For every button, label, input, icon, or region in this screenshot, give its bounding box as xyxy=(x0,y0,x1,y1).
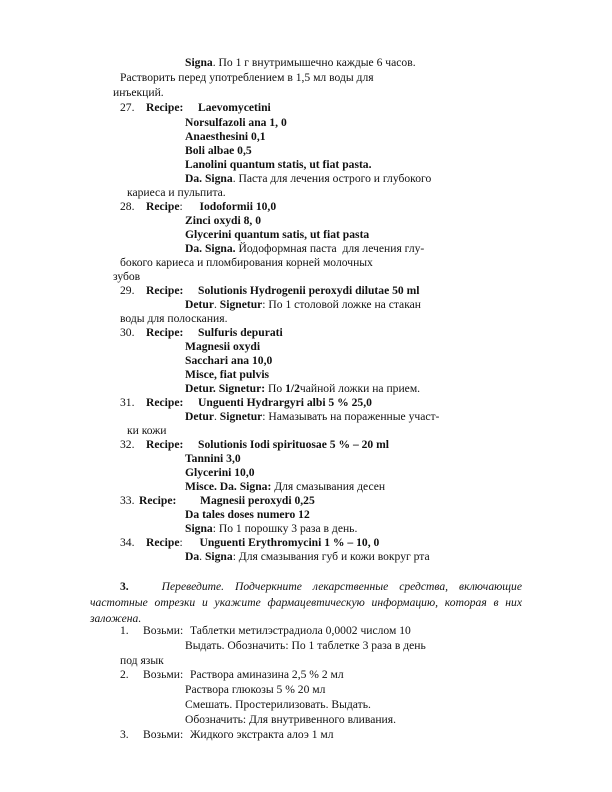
ingredient: Anaesthesini 0,1 xyxy=(185,130,266,143)
task-instruction xyxy=(90,579,522,627)
item-number: 33. xyxy=(120,494,135,507)
item-number: 2. xyxy=(120,668,129,681)
rx-text: Обозначить: Для внутривенного вливания. xyxy=(185,713,396,726)
instruction-text: Йодоформная паста для лечения глу- xyxy=(235,242,425,255)
instruction-text: ки кожи xyxy=(127,424,167,437)
instruction-text: Растворить перед употреблением в 1,5 мл воды для xyxy=(120,71,374,84)
ingredient: Solutionis Iodi spirituosae 5 % – 20 ml xyxy=(198,438,390,451)
signa-line xyxy=(185,523,357,535)
rx-text: Таблетки метилэстрадиола 0,0002 числом 10 xyxy=(190,624,411,637)
text-line xyxy=(185,57,416,69)
latin-term: Signa xyxy=(204,550,233,563)
item-number: 30. xyxy=(120,326,135,339)
item-number: 28. xyxy=(120,200,135,213)
ingredient: Zinci oxydi 8, 0 xyxy=(185,214,262,227)
latin-term: Da. Signa xyxy=(185,172,233,185)
rx-text: Выдать. Обозначить: По 1 таблетке 3 раза в день xyxy=(185,639,426,652)
ingredient: Lanolini quantum statis, ut fiat pasta. xyxy=(185,158,372,171)
ingredient: Iodoformii 10,0 xyxy=(199,200,277,213)
latin-term: Da xyxy=(185,550,200,563)
latin-term: Signa xyxy=(185,522,213,535)
item-number: 1. xyxy=(120,624,129,637)
recipe-header xyxy=(120,327,283,339)
instruction-text: кариеса и пульпита. xyxy=(127,186,226,199)
recipe-keyword: Recipe: xyxy=(146,101,184,114)
instruction-text: . Паста для лечения острого и глубокого xyxy=(232,172,432,185)
ingredient: Unguenti Erythromycini 1 % – 10, 0 xyxy=(199,536,380,549)
recipe-keyword: Recipe: xyxy=(146,438,184,451)
ingredient: Boli albae 0,5 xyxy=(185,144,252,157)
recipe-header xyxy=(120,285,420,297)
rx-header xyxy=(120,729,334,741)
recipe-colon: : xyxy=(179,200,183,213)
ingredient: Laevomycetini xyxy=(198,101,271,114)
instruction-text: воды для полоскания. xyxy=(120,312,228,325)
ingredient-line xyxy=(185,341,260,353)
instruction-text: По xyxy=(265,382,286,395)
rx-line xyxy=(120,655,164,667)
ingredient-line xyxy=(185,369,269,381)
recipe-header xyxy=(120,537,379,549)
instruction-text: : По 1 порошку 3 раза в день. xyxy=(212,522,358,535)
instruction-text: Для смазывания десен xyxy=(271,480,386,493)
latin-term: Detur xyxy=(185,298,214,311)
ingredient-line xyxy=(185,509,310,521)
item-number: 34. xyxy=(120,536,135,549)
signa-line xyxy=(185,299,421,311)
text-line xyxy=(127,425,167,437)
rx-text: под язык xyxy=(120,654,164,667)
task-text: Переведите. Подчеркните лекарственные средства, включающие частотные отрезки и укажите фармацевтическую информацию, которая в них заложена. xyxy=(90,580,522,625)
ingredient-line xyxy=(185,355,272,367)
item-number: 3. xyxy=(120,728,129,741)
ingredient: Tannini 3,0 xyxy=(185,452,241,465)
rx-text: Раствора глюкозы 5 % 20 мл xyxy=(185,683,326,696)
item-number: 29. xyxy=(120,284,135,297)
instruction-text: . По 1 г внутримышечно каждые 6 часов. xyxy=(212,56,416,69)
rx-line xyxy=(185,699,371,711)
recipe-keyword: Recipe xyxy=(146,536,180,549)
signa-line xyxy=(185,481,385,493)
instruction-text: : Намазывать на пораженные участ- xyxy=(262,410,440,423)
text-line xyxy=(127,187,226,199)
item-number: 27. xyxy=(120,101,135,114)
ingredient-line xyxy=(185,229,369,241)
rx-line xyxy=(185,714,396,726)
ingredient: Solutionis Hydrogenii peroxydi dilutae 50 ml xyxy=(198,284,420,297)
ingredient-line xyxy=(185,131,266,143)
latin-term: Misce. Da. Signa: xyxy=(185,480,272,493)
recipe-header xyxy=(120,495,315,507)
instruction-text: . xyxy=(213,298,220,311)
recipe-keyword: Recipe: xyxy=(146,396,184,409)
rx-keyword: Возьми: xyxy=(143,668,184,681)
recipe-colon: : xyxy=(179,536,183,549)
ingredient-line xyxy=(185,159,372,171)
task-number: 3. xyxy=(120,580,129,593)
instruction-text: инъекций. xyxy=(113,86,164,99)
latin-term: Detur xyxy=(185,410,214,423)
instruction-text: . xyxy=(213,410,220,423)
ingredient: Magnesii oxydi xyxy=(185,340,261,353)
latin-term: Da. Signa. xyxy=(185,242,236,255)
ingredient-line xyxy=(185,467,255,479)
text-line xyxy=(113,271,140,283)
recipe-keyword: Recipe: xyxy=(139,494,177,507)
ingredient: Glycerini 10,0 xyxy=(185,466,255,479)
recipe-header xyxy=(120,439,389,451)
latin-term: Signetur xyxy=(219,410,263,423)
instruction-text: чайной ложки на прием. xyxy=(299,382,421,395)
instruction-text: бокого кариеса и пломбирования корней молочных xyxy=(120,256,373,269)
signa-line xyxy=(185,173,431,185)
rx-line xyxy=(185,640,426,652)
ingredient-line xyxy=(185,453,241,465)
ingredient: Norsulfazoli ana 1, 0 xyxy=(185,116,287,129)
recipe-keyword: Recipe xyxy=(146,200,180,213)
item-number: 31. xyxy=(120,396,135,409)
instruction-text: . xyxy=(199,550,205,563)
ingredient: Da tales doses numero 12 xyxy=(185,508,310,521)
signa-line xyxy=(185,243,424,255)
ingredient: Magnesii peroxydi 0,25 xyxy=(200,494,315,507)
ingredient: Misce, fiat pulvis xyxy=(185,368,270,381)
ingredient-line xyxy=(185,145,252,157)
ingredient-line xyxy=(185,117,287,129)
signa-line xyxy=(185,411,439,423)
rx-text: Смешать. Простерилизовать. Выдать. xyxy=(185,698,371,711)
recipe-header xyxy=(120,201,276,213)
ingredient: Sacchari ana 10,0 xyxy=(185,354,273,367)
rx-keyword: Возьми: xyxy=(143,728,184,741)
text-line xyxy=(120,257,373,269)
rx-keyword: Возьми: xyxy=(143,624,184,637)
latin-term: Signa xyxy=(185,56,213,69)
latin-term: Signetur xyxy=(219,298,263,311)
instruction-text: : Для смазывания губ и кожи вокруг рта xyxy=(232,550,430,563)
instruction-text: зубов xyxy=(113,270,141,283)
latin-term: Detur. Signetur: xyxy=(185,382,266,395)
rx-header xyxy=(120,625,411,637)
item-number: 32. xyxy=(120,438,135,451)
rx-text: Раствора аминазина 2,5 % 2 мл xyxy=(190,668,344,681)
recipe-keyword: Recipe: xyxy=(146,326,184,339)
dose-value: 1/2 xyxy=(285,382,300,395)
ingredient: Sulfuris depurati xyxy=(198,326,283,339)
instruction-text: : По 1 столовой ложке на стакан xyxy=(262,298,422,311)
rx-text: Жидкого экстракта алоэ 1 мл xyxy=(190,728,334,741)
ingredient-line xyxy=(185,215,261,227)
recipe-header xyxy=(120,102,271,114)
signa-line xyxy=(185,383,420,395)
ingredient: Unguenti Hydrargyri albi 5 % 25,0 xyxy=(198,396,372,409)
recipe-header xyxy=(120,397,372,409)
text-line xyxy=(113,87,164,99)
recipe-keyword: Recipe: xyxy=(146,284,184,297)
ingredient: Glycerini quantum satis, ut fiat pasta xyxy=(185,228,370,241)
text-line xyxy=(120,313,227,325)
rx-header xyxy=(120,669,344,681)
rx-line xyxy=(185,684,325,696)
signa-line xyxy=(185,551,430,563)
text-line xyxy=(120,72,374,84)
